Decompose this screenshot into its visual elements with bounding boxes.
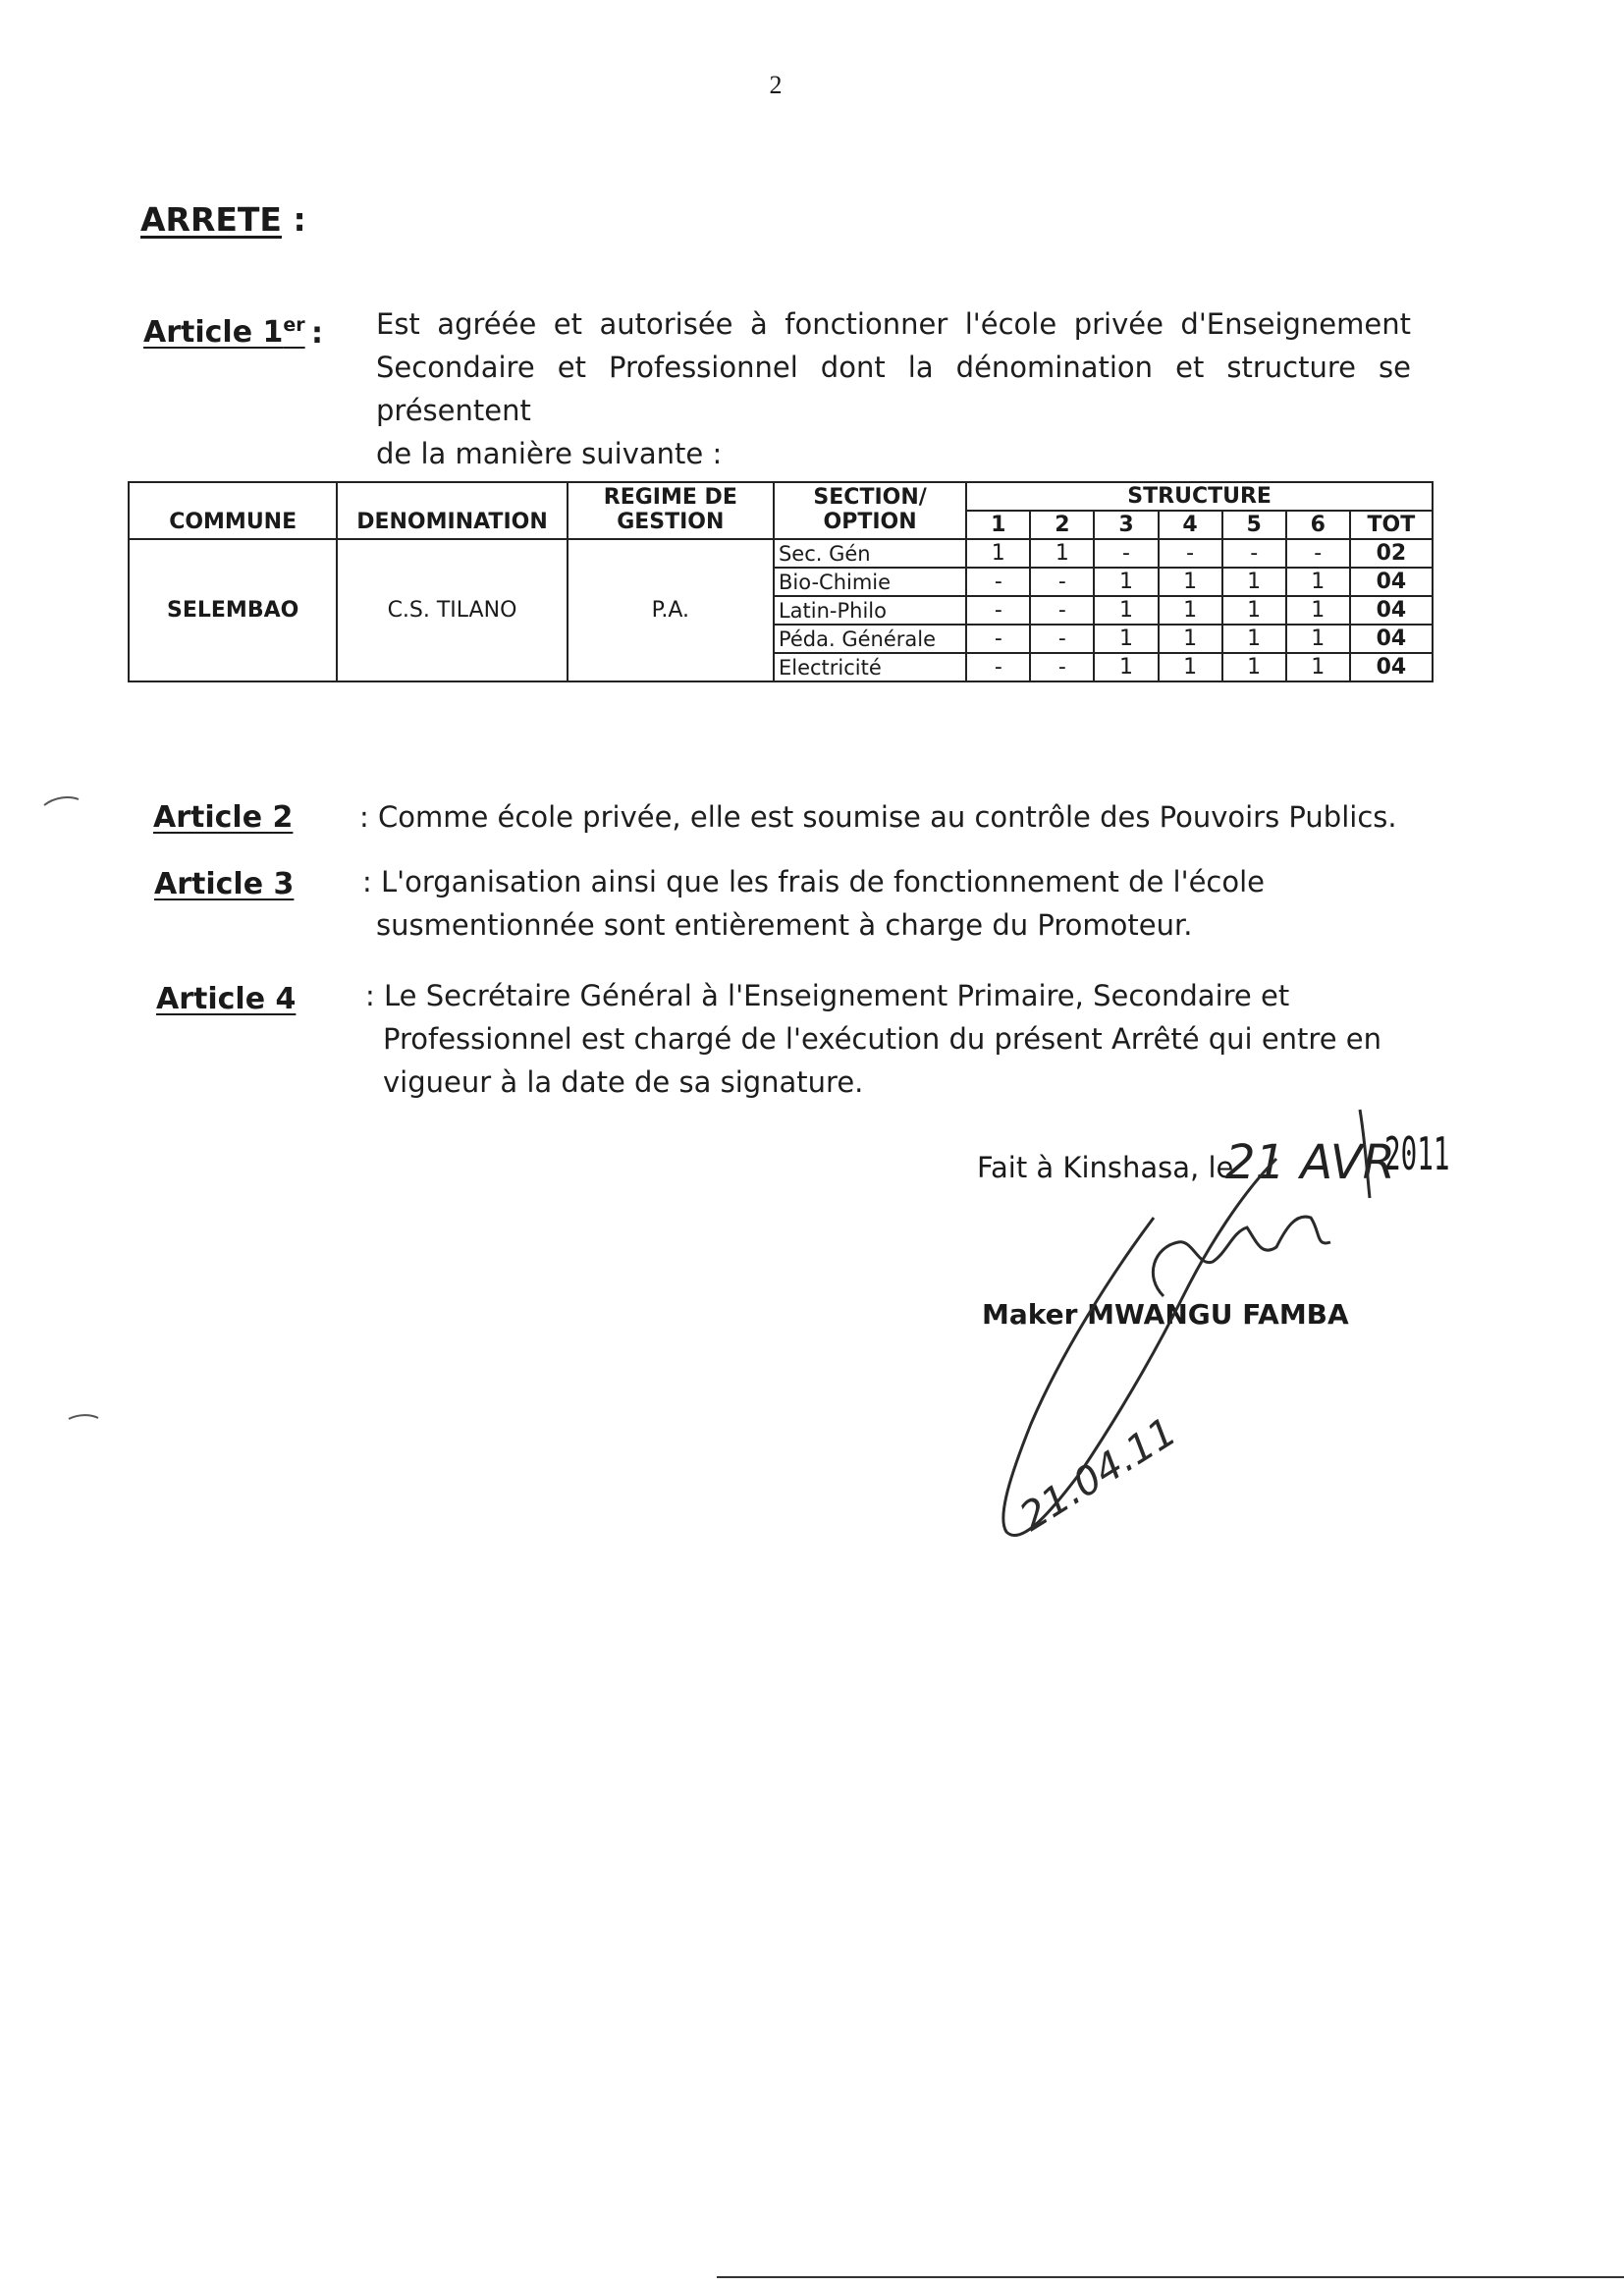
- header-structure: STRUCTURE: [966, 482, 1433, 511]
- value-cell: 1: [1094, 596, 1158, 625]
- signatory-name: Maker MWANGU FAMBA: [982, 1298, 1349, 1331]
- value-cell: 1: [1094, 653, 1158, 681]
- commune-cell: SELEMBAO: [129, 539, 337, 681]
- total-cell: 04: [1350, 596, 1433, 625]
- value-cell: -: [1030, 653, 1094, 681]
- header-denomination: DENOMINATION: [337, 482, 567, 539]
- value-cell: -: [1159, 539, 1222, 568]
- header-year-3: 3: [1094, 511, 1158, 539]
- header-regime-line-2: GESTION: [617, 510, 725, 534]
- value-cell: -: [966, 596, 1030, 625]
- value-cell: -: [1094, 539, 1158, 568]
- header-year-5: 5: [1222, 511, 1286, 539]
- value-cell: -: [966, 568, 1030, 596]
- article-1-label-sup: er: [283, 314, 305, 336]
- heading-title: ARRETE: [140, 200, 282, 239]
- value-cell: 1: [1159, 596, 1222, 625]
- article-1-line-3: de la manière suivante :: [376, 437, 723, 470]
- article-2-line-1: : Comme école privée, elle est soumise au contrôle des Pouvoirs Publics.: [359, 800, 1397, 834]
- value-cell: 1: [1286, 596, 1350, 625]
- value-cell: -: [1030, 568, 1094, 596]
- option-cell: Sec. Gén: [774, 539, 966, 568]
- value-cell: 1: [1222, 568, 1286, 596]
- value-cell: -: [1030, 596, 1094, 625]
- total-cell: 04: [1350, 568, 1433, 596]
- option-cell: Latin-Philo: [774, 596, 966, 625]
- place-and-date-prefix: Fait à Kinshasa, le: [977, 1151, 1234, 1184]
- value-cell: 1: [1159, 625, 1222, 653]
- handwritten-date: 21 AVR: [1225, 1135, 1395, 1190]
- article-4-label: Article 4: [156, 982, 297, 1016]
- header-section-line-2: OPTION: [823, 510, 917, 534]
- article-3-line-2: susmentionnée sont entièrement à charge du Promoteur.: [376, 908, 1193, 942]
- header-year-2: 2: [1030, 511, 1094, 539]
- value-cell: 1: [1286, 653, 1350, 681]
- value-cell: -: [966, 625, 1030, 653]
- value-cell: -: [1030, 625, 1094, 653]
- header-year-4: 4: [1159, 511, 1222, 539]
- heading-colon: :: [281, 200, 306, 239]
- value-cell: 1: [1159, 653, 1222, 681]
- article-4-line-2: Professionnel est chargé de l'exécution du présent Arrêté qui entre en: [383, 1022, 1381, 1056]
- total-cell: 04: [1350, 653, 1433, 681]
- value-cell: 1: [1222, 625, 1286, 653]
- total-cell: 02: [1350, 539, 1433, 568]
- header-year-1: 1: [966, 511, 1030, 539]
- article-1-colon: :: [311, 316, 323, 351]
- value-cell: -: [966, 653, 1030, 681]
- regime-cell: P.A.: [568, 539, 774, 681]
- header-commune: COMMUNE: [129, 482, 337, 539]
- scan-mark: [69, 1415, 98, 1419]
- signature-stroke: [1003, 1159, 1276, 1536]
- option-cell: Electricité: [774, 653, 966, 681]
- article-4-line-3: vigueur à la date de sa signature.: [383, 1065, 864, 1099]
- handwritten-initial-date: 21.04.11: [1011, 1409, 1185, 1541]
- option-cell: Bio-Chimie: [774, 568, 966, 596]
- article-2-label: Article 2: [153, 800, 294, 835]
- value-cell: 1: [1159, 568, 1222, 596]
- total-cell: 04: [1350, 625, 1433, 653]
- value-cell: 1: [1286, 568, 1350, 596]
- scan-mark: [44, 797, 79, 805]
- article-4-line-1: : Le Secrétaire Général à l'Enseignement Primaire, Secondaire et: [365, 979, 1290, 1012]
- value-cell: 1: [1094, 568, 1158, 596]
- article-3-line-1: : L'organisation ainsi que les frais de fonctionnement de l'école: [362, 865, 1265, 898]
- header-section-line-1: SECTION/: [813, 485, 927, 510]
- denomination-cell: C.S. TILANO: [337, 539, 567, 681]
- value-cell: 1: [1222, 596, 1286, 625]
- value-cell: 1: [966, 539, 1030, 568]
- header-tot: TOT: [1350, 511, 1433, 539]
- value-cell: 1: [1286, 625, 1350, 653]
- value-cell: -: [1222, 539, 1286, 568]
- value-cell: -: [1286, 539, 1350, 568]
- page-number: 2: [769, 71, 783, 99]
- header-regime-line-1: REGIME DE: [603, 485, 737, 510]
- value-cell: 1: [1222, 653, 1286, 681]
- article-3-label: Article 3: [154, 867, 295, 901]
- article-1-line-2: Secondaire et Professionnel dont la dénomination et structure se présentent: [376, 351, 1411, 427]
- option-cell: Péda. Générale: [774, 625, 966, 653]
- article-1-label-text: Article 1: [143, 315, 284, 350]
- value-cell: 1: [1094, 625, 1158, 653]
- header-year-6: 6: [1286, 511, 1350, 539]
- article-1-line-1: Est agréée et autorisée à fonctionner l'école privée d'Enseignement: [376, 307, 1411, 341]
- page-bottom-rule: [717, 2276, 1624, 2278]
- signature-year: 2011: [1384, 1127, 1450, 1180]
- value-cell: 1: [1030, 539, 1094, 568]
- signature-flourish: [1153, 1217, 1330, 1296]
